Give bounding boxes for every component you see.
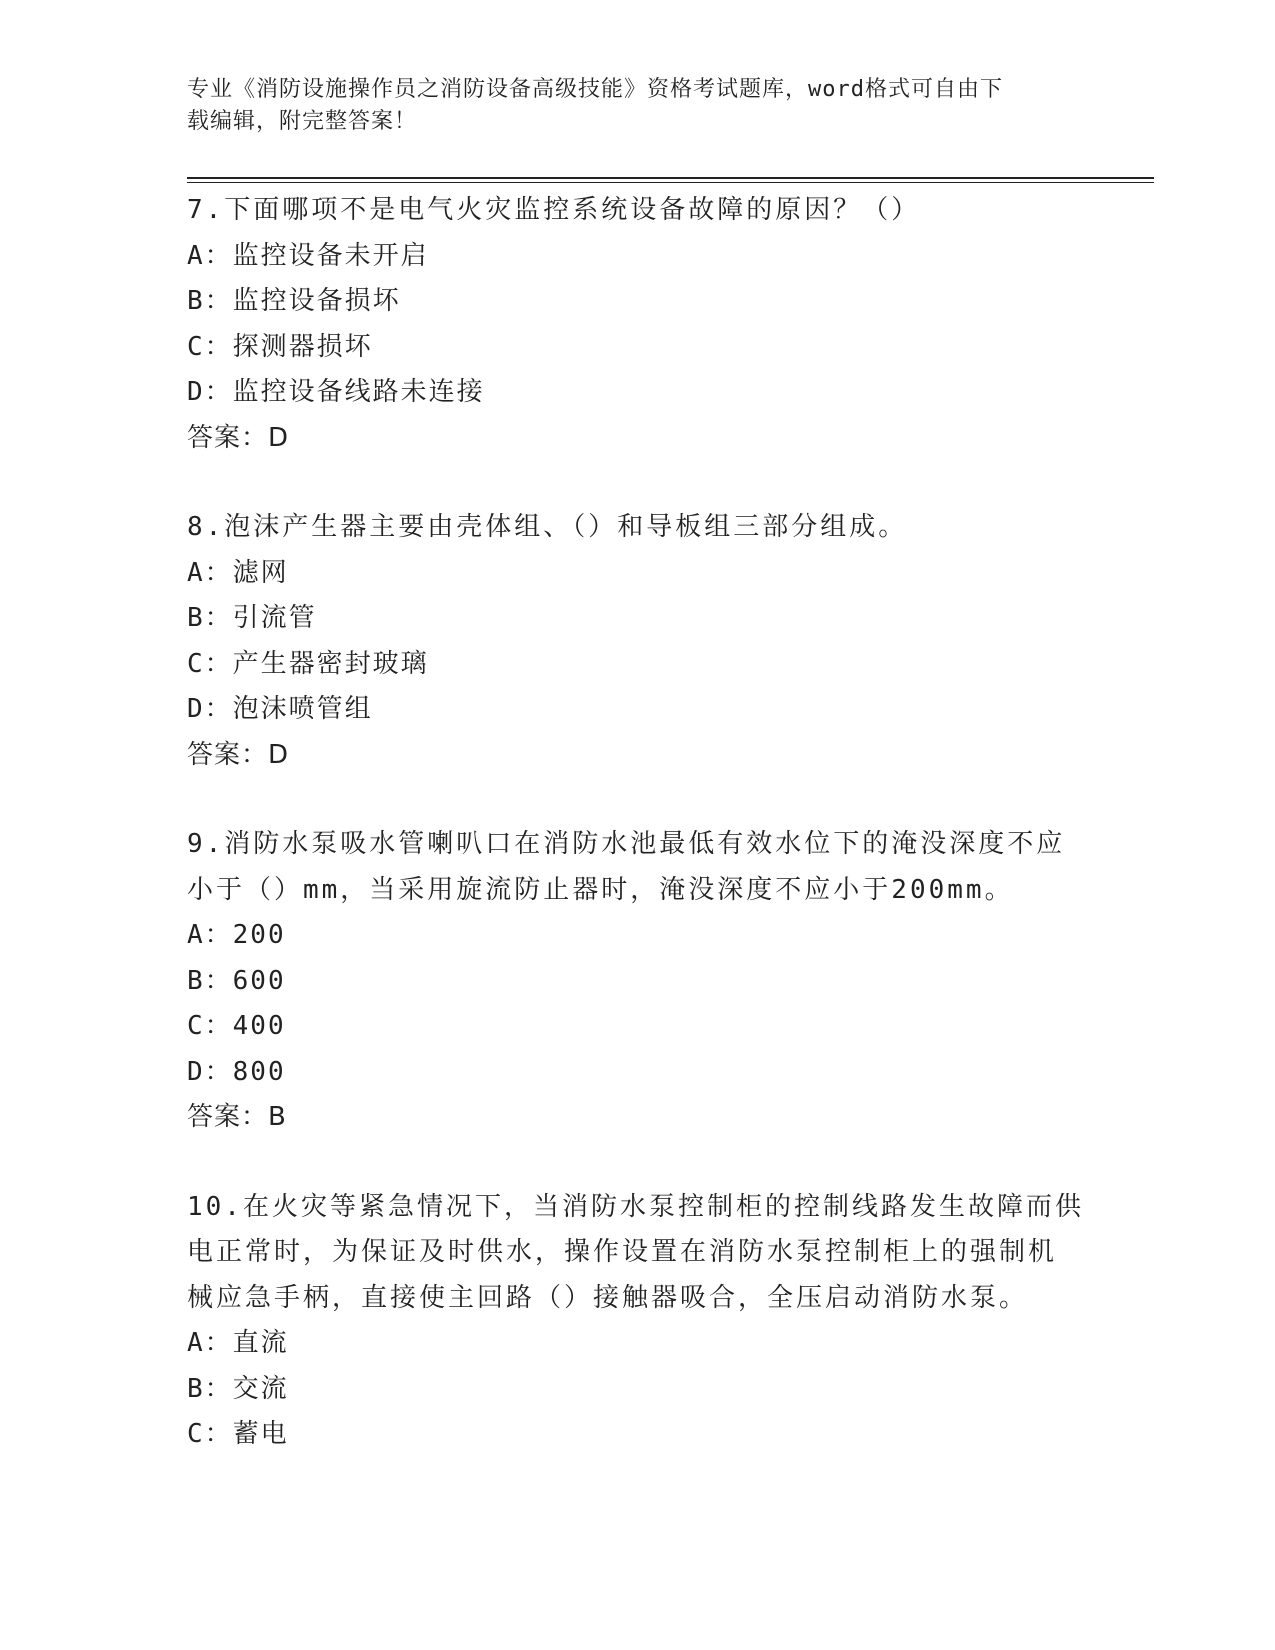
option-a: A：直流 (187, 1328, 289, 1358)
header-divider-thick (187, 177, 1154, 179)
option-c: C：蓄电 (187, 1419, 289, 1449)
option-d: D：泡沫喷管组 (187, 694, 373, 724)
header-line-2: 载编辑，附完整答案！ (187, 109, 418, 134)
header-line-1: 专业《消防设施操作员之消防设备高级技能》资格考试题库，word格式可自由下 (187, 77, 1003, 102)
answer-line: 答案：D (187, 422, 290, 453)
option-a: A：监控设备未开启 (187, 240, 429, 271)
question-stem-line-1: 9.消防水泵吸水管喇叭口在消防水池最低有效水位下的淹没深度不应 (187, 829, 1066, 859)
option-a: A：滤网 (187, 557, 289, 588)
document-header (187, 74, 1067, 138)
option-d: D：监控设备线路未连接 (187, 377, 485, 407)
option-c: C：探测器损坏 (187, 331, 373, 362)
question-stem-line-1: 10.在火灾等紧急情况下，当消防水泵控制柜的控制线路发生故障而供 (187, 1191, 1084, 1222)
option-c: C：产生器密封玻璃 (187, 648, 429, 679)
question-stem: 8.泡沫产生器主要由壳体组、（）和导板组三部分组成。 (187, 512, 908, 542)
question-stem-line-2: 小于（）mm，当采用旋流防止器时，淹没深度不应小于200mm。 (187, 874, 1014, 905)
question-9 (187, 822, 1087, 1141)
option-b: B：监控设备损坏 (187, 286, 401, 316)
question-stem-line-2: 电正常时，为保证及时供水，操作设置在消防水泵控制柜上的强制机 (187, 1237, 1058, 1267)
question-8 (187, 505, 1087, 778)
answer-line: 答案：B (187, 1102, 287, 1132)
option-a: A：200 (187, 920, 286, 950)
question-7 (187, 188, 1087, 461)
question-stem-line-3: 械应急手柄，直接使主回路（）接触器吸合，全压启动消防水泵。 (187, 1282, 1029, 1313)
option-d: D：800 (187, 1056, 286, 1087)
option-b: B：交流 (187, 1373, 289, 1404)
header-divider-thin (187, 182, 1154, 183)
option-b: B：600 (187, 965, 286, 996)
question-stem: 7.下面哪项不是电气火灾监控系统设备故障的原因？（） (187, 195, 921, 225)
answer-line: 答案：D (187, 739, 290, 770)
option-b: B：引流管 (187, 603, 317, 633)
question-10 (187, 1185, 1087, 1458)
option-c: C：400 (187, 1011, 286, 1041)
question-list (187, 188, 1087, 1502)
